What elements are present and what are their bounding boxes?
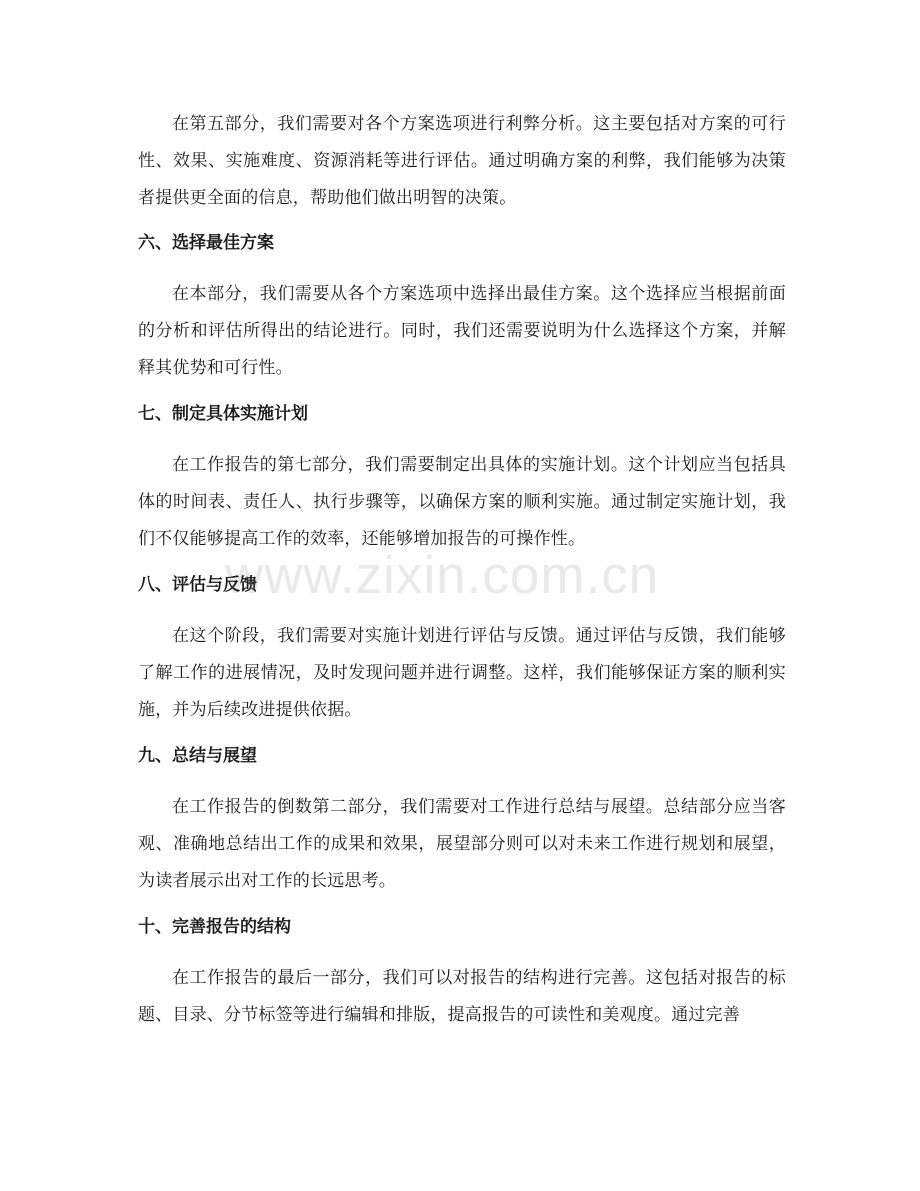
paragraph-section-8: 在这个阶段，我们需要对实施计划进行评估与反馈。通过评估与反馈，我们能够了解工作的进展情况，及时发现问题并进行调整。这样，我们能够保证方案的顺利实施，并为后续改进提供依据。 [138,626,786,720]
heading-section-6: 六、选择最佳方案 [138,233,274,253]
paragraph-section-5: 在第五部分，我们需要对各个方案选项进行利弊分析。这主要包括对方案的可行性、效果、实施难度、资源消耗等进行评估。通过明确方案的利弊，我们能够为决策者提供更全面的信息，帮助他们做出明智的决策。 [138,114,786,208]
heading-section-7: 七、制定具体实施计划 [138,404,308,424]
paragraph-section-6: 在本部分，我们需要从各个方案选项中选择出最佳方案。这个选择应当根据前面的分析和评估所得出的结论进行。同时，我们还需要说明为什么选择这个方案，并解释其优势和可行性。 [138,284,786,378]
paragraph-section-10: 在工作报告的最后一部分，我们可以对报告的结构进行完善。这包括对报告的标题、目录、分节标签等进行编辑和排版，提高报告的可读性和美观度。通过完善 [138,968,786,1025]
heading-section-8: 八、评估与反馈 [138,575,257,595]
watermark-text: www.zixin.com.cn [225,546,660,605]
heading-section-10: 十、完善报告的结构 [138,917,291,937]
paragraph-section-9: 在工作报告的倒数第二部分，我们需要对工作进行总结与展望。总结部分应当客观、准确地总结出工作的成果和效果，展望部分则可以对未来工作进行规划和展望，为读者展示出对工作的长远思考。 [138,797,786,891]
paragraph-section-7: 在工作报告的第七部分，我们需要制定出具体的实施计划。这个计划应当包括具体的时间表、责任人、执行步骤等，以确保方案的顺利实施。通过制定实施计划，我们不仅能够提高工作的效率，还能够增加报告的可操作性。 [138,455,786,549]
heading-section-9: 九、总结与展望 [138,746,257,766]
